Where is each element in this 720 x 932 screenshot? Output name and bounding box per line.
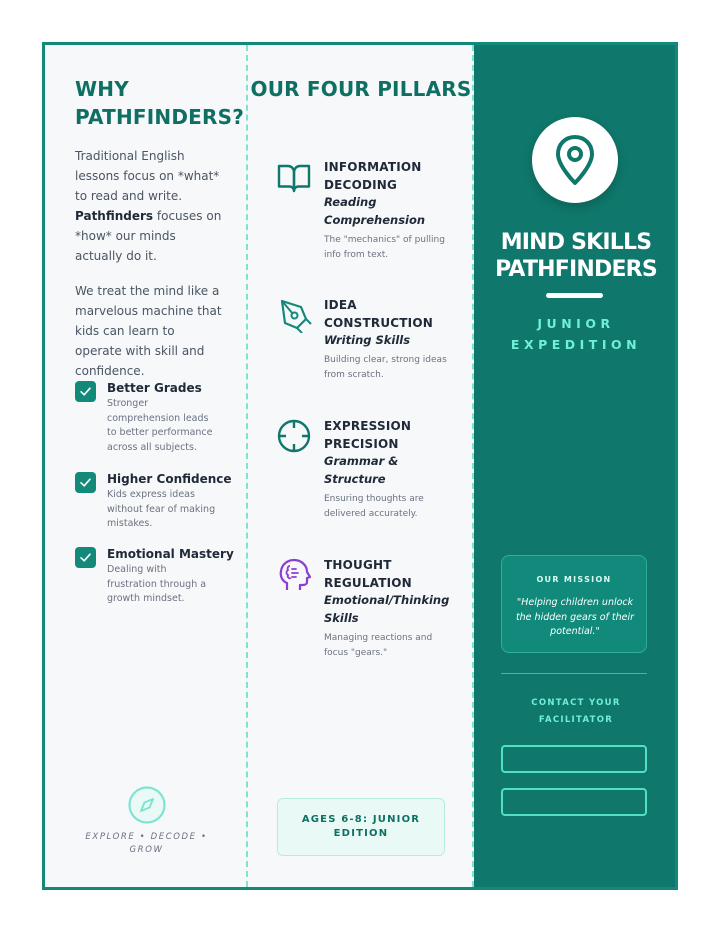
brochure-frame: [42, 42, 678, 890]
pillar-title: EXPRESSION PRECISION: [324, 419, 412, 451]
pen-nib-icon: [276, 297, 312, 333]
checkmark-icon: [75, 547, 96, 568]
pillar-description: Ensuring thoughts are delivered accurately.: [324, 494, 424, 519]
why-paragraph-1-text-a: Traditional English lessons focus on *what* to read and write.: [75, 149, 220, 203]
checkmark-icon: [75, 472, 96, 493]
pillar-description: Building clear, strong ideas from scratch.: [324, 355, 447, 380]
edition-badge: AGES 6-8: JUNIOR EDITION: [277, 798, 445, 856]
compass-icon: [127, 785, 167, 825]
benefit-text: Dealing with frustration through a growth mindset.: [107, 564, 207, 604]
why-title: WHY PATHFINDERS?: [75, 77, 245, 129]
pillar-title: IDEA CONSTRUCTION: [324, 298, 433, 330]
why-paragraph-2: We treat the mind like a marvelous machine that kids can learn to operate with skill and confidence.: [75, 284, 222, 378]
brand-line-2: PATHFINDERS: [495, 257, 657, 282]
map-pin-icon: [532, 117, 618, 203]
tagline-line-2: EXPEDITION: [510, 337, 642, 352]
pillar-subtitle: Grammar & Structure: [324, 454, 399, 486]
benefit-title: Better Grades: [107, 381, 202, 395]
why-pathfinders-panel: [45, 45, 248, 887]
pillar-title: THOUGHT REGULATION: [324, 558, 412, 590]
brand-line-1: MIND SKILLS: [500, 230, 652, 255]
why-paragraph-1-brand: Pathfinders: [75, 209, 154, 223]
checkmark-icon: [75, 381, 96, 402]
benefit-title: Emotional Mastery: [107, 547, 234, 561]
divider: [501, 673, 647, 674]
motto: EXPLORE • DECODE • GROW: [85, 832, 208, 855]
brand-name: [474, 229, 678, 283]
pillars-title: OUR FOUR PILLARS: [250, 77, 472, 101]
pillar-description: The "mechanics" of pulling info from text.: [324, 235, 445, 260]
mission-quote: "Helping children unlock the hidden gears of their potential.": [515, 597, 635, 637]
benefit-text: Stronger comprehension leads to better performance across all subjects.: [107, 398, 213, 453]
contact-field-1[interactable]: [501, 745, 647, 773]
pillar-title: INFORMATION DECODING: [324, 160, 422, 192]
why-paragraph-1: [75, 146, 223, 266]
benefit-title: Higher Confidence: [107, 472, 232, 486]
brand-underline: [546, 293, 603, 298]
tagline-line-1: JUNIOR: [537, 316, 615, 331]
tagline: [474, 313, 678, 355]
mission-card: [501, 555, 647, 653]
pillars-panel: [248, 45, 474, 887]
cover-panel: [474, 45, 678, 887]
pillar-description: Managing reactions and focus "gears.": [324, 633, 433, 658]
benefit-text: Kids express ideas without fear of making mistakes.: [107, 489, 216, 529]
brain-icon: [276, 557, 312, 593]
open-book-icon: [276, 159, 312, 195]
contact-label: CONTACT YOUR FACILITATOR: [531, 698, 621, 725]
pillar-subtitle: Reading Comprehension: [324, 195, 426, 227]
mission-label: OUR MISSION: [536, 575, 612, 584]
why-paragraph-1-text-b: focuses on *how* our minds actually do it.: [75, 209, 222, 263]
pillar-subtitle: Writing Skills: [324, 333, 411, 347]
pillar-subtitle: Emotional/Thinking Skills: [324, 593, 450, 625]
contact-field-2[interactable]: [501, 788, 647, 816]
crosshair-icon: [276, 418, 312, 454]
